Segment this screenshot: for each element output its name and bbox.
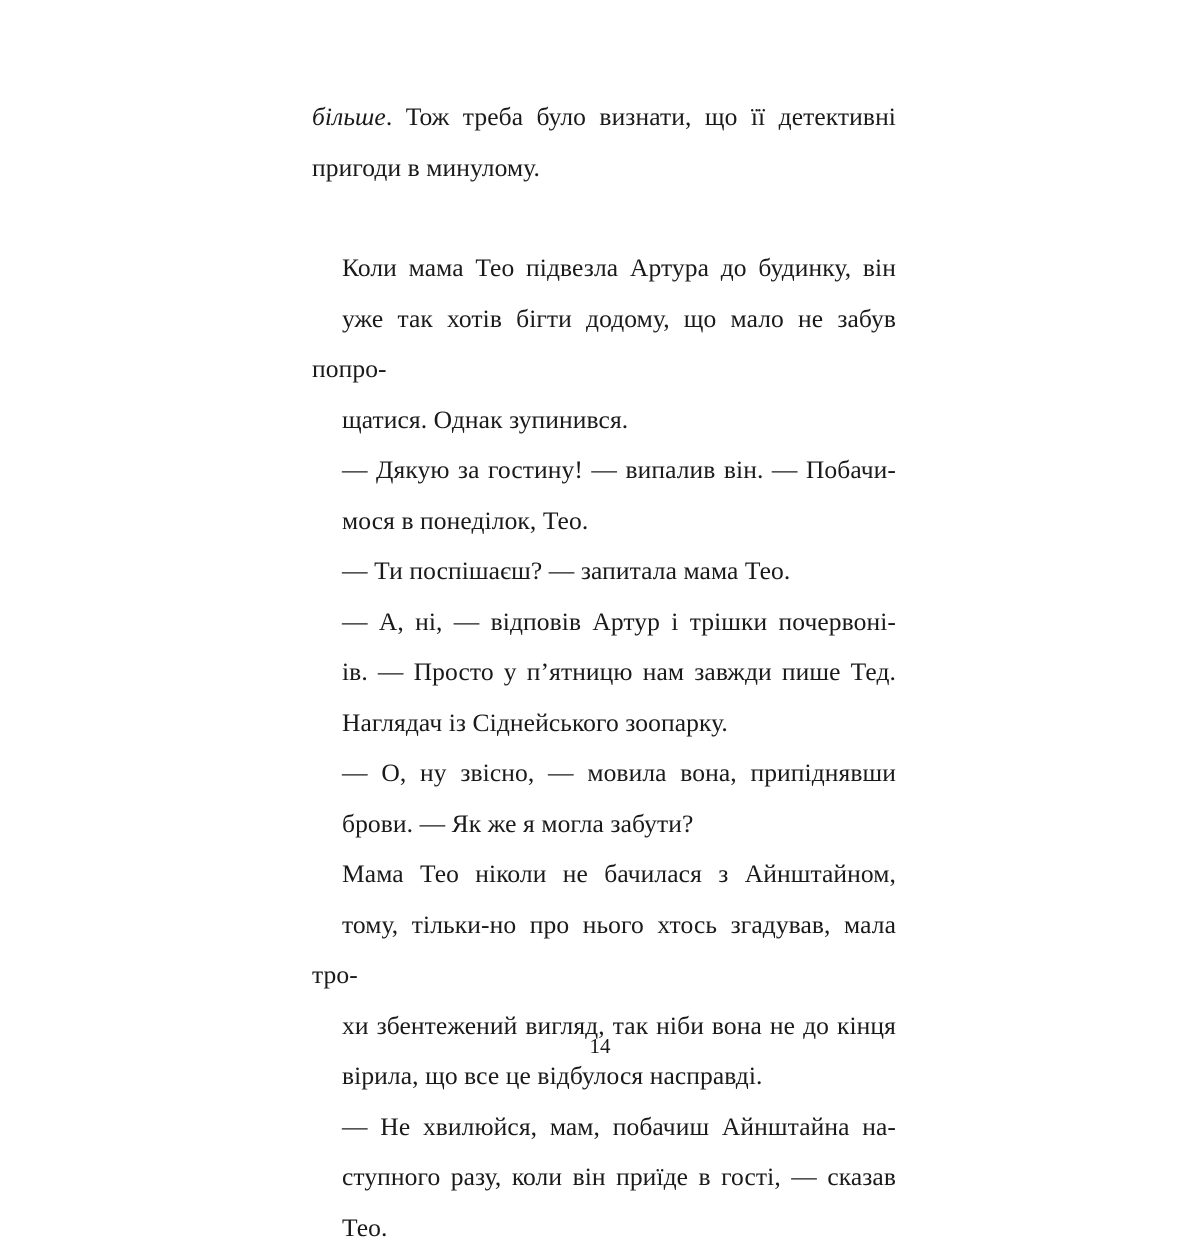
paragraph-p2 xyxy=(312,243,896,445)
paragraph-gap xyxy=(312,193,896,243)
text-line xyxy=(312,546,896,597)
paragraph-p6 xyxy=(312,748,896,849)
text-line xyxy=(312,243,896,294)
text-line xyxy=(312,748,896,799)
line-text: щатися. Однак зупинився. xyxy=(342,405,628,434)
line-text: ступного разу, коли він приїде в гості, — сказав xyxy=(342,1162,896,1191)
text-line xyxy=(312,92,896,143)
paragraph-p8 xyxy=(312,1102,896,1253)
line-text: вірила, що все це відбулося насправді. xyxy=(342,1061,763,1090)
text-line xyxy=(312,294,896,395)
line-text: пригоди в минулому. xyxy=(312,153,540,182)
italic-word: більше xyxy=(312,102,386,131)
text-line xyxy=(312,1152,896,1203)
paragraph-p4 xyxy=(312,546,896,597)
line-text: Коли мама Тео підвезла Артура до будинку, він xyxy=(342,253,896,282)
text-line xyxy=(312,1102,896,1153)
line-text: мося в понеділок, Тео. xyxy=(342,506,588,535)
line-text: — Дякую за гостину! — випалив він. — Побачи- xyxy=(342,455,896,484)
text-line xyxy=(312,1051,896,1102)
paragraph-p7 xyxy=(312,849,896,1102)
line-text: — А, ні, — відповів Артур і трішки почервоні- xyxy=(342,607,896,636)
line-text: хи збентежений вигляд, так ніби вона не до кінця xyxy=(342,1011,896,1040)
text-line xyxy=(312,395,896,446)
text-line xyxy=(312,445,896,496)
text-line xyxy=(312,496,896,547)
text-line xyxy=(312,698,896,749)
line-text: Мама Тео ніколи не бачилася з Айнштайном, xyxy=(342,859,896,888)
page-number: 14 xyxy=(0,1034,1200,1058)
text-line xyxy=(312,799,896,850)
line-text: Наглядач із Сіднейського зоопарку. xyxy=(342,708,728,737)
text-line xyxy=(312,597,896,648)
body-text xyxy=(312,92,896,1253)
line-text: Тео. xyxy=(342,1213,387,1242)
text-line xyxy=(312,647,896,698)
line-text: брови. — Як же я могла забути? xyxy=(342,809,693,838)
line-text: ів. — Просто у п’ятницю нам завжди пише Тед. xyxy=(342,657,896,686)
paragraph-p5 xyxy=(312,597,896,749)
line-text: . Тож треба було визнати, що її детективні xyxy=(386,102,896,131)
line-text: уже так хотів бігти додому, що мало не забув попро- xyxy=(312,304,896,384)
paragraph-p1 xyxy=(312,92,896,193)
text-line xyxy=(312,849,896,900)
line-text: — Не хвилюйся, мам, побачиш Айнштайна на- xyxy=(342,1112,896,1141)
line-text: — О, ну звісно, — мовила вона, припіднявши xyxy=(342,758,896,787)
text-line xyxy=(312,900,896,1001)
line-text: тому, тільки-но про нього хтось згадував, мала тро- xyxy=(312,910,896,990)
paragraph-p3 xyxy=(312,445,896,546)
text-line xyxy=(312,143,896,194)
line-text: — Ти поспішаєш? — запитала мама Тео. xyxy=(342,556,790,585)
text-line xyxy=(312,1203,896,1253)
